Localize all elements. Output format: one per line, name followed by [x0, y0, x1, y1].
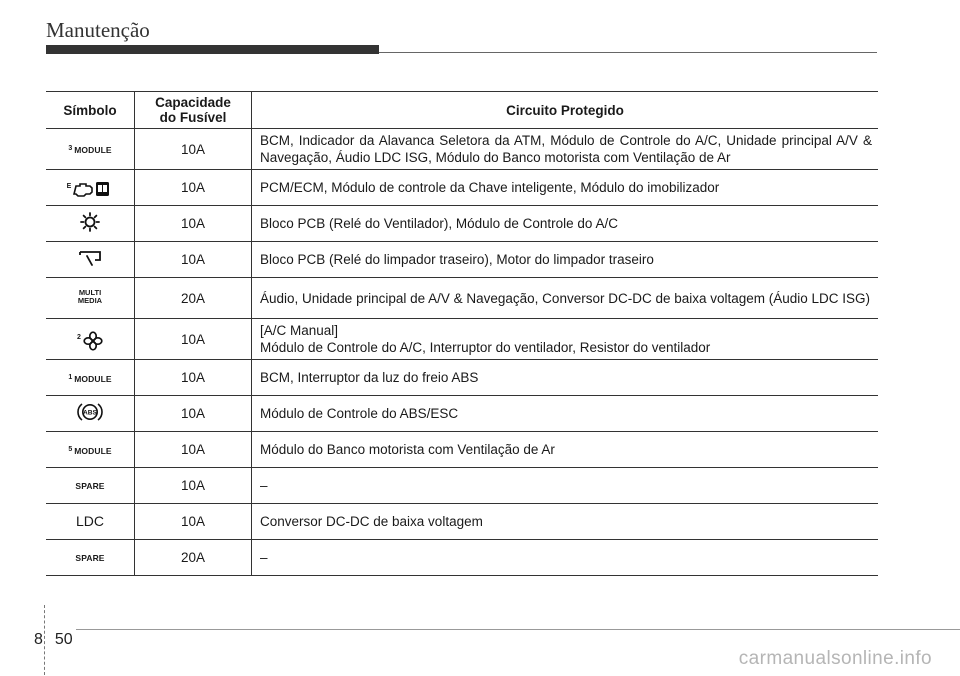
capacity-cell: 10A [135, 242, 252, 278]
symbol-label: MODULE [74, 445, 112, 456]
symbol-superscript: 2 [77, 333, 81, 341]
table-row [46, 278, 878, 319]
symbol-superscript: E [66, 183, 72, 190]
table-row [46, 242, 878, 278]
fan-icon [83, 331, 103, 351]
symbol-label: MODULE [74, 373, 112, 384]
symbol-label: MODULE [74, 145, 112, 155]
circuit-cell: – [252, 468, 879, 504]
capacity-cell: 10A [135, 396, 252, 432]
module-icon [68, 443, 111, 460]
table-row [46, 468, 878, 504]
symbol-cell [46, 170, 135, 206]
abs-badge-text: ABS [83, 409, 97, 417]
symbol-cell [46, 468, 135, 504]
circuit-cell: Conversor DC-DC de baixa voltagem [252, 504, 879, 540]
table-row [46, 319, 878, 360]
spare-label: SPARE [75, 553, 105, 563]
symbol-label-line2: MEDIA [77, 296, 103, 305]
engine-key-icon [73, 180, 113, 198]
symbol-cell [46, 278, 135, 319]
watermark: carmanualsonline.info [738, 648, 932, 669]
spare-label: SPARE [75, 481, 105, 491]
header-rule [379, 52, 877, 53]
table-row [46, 504, 878, 540]
circuit-cell: BCM, Indicador da Alavanca Seletora da ATM, Módulo de Controle do A/C, Unidade principal A/V & Navegação, Áudio LDC ISG, Módulo do Banco motorista com Ventilação de Ar [252, 129, 879, 170]
sun-icon [80, 212, 100, 232]
symbol-cell [46, 129, 135, 170]
symbol-cell [46, 432, 135, 468]
capacity-cell: 10A [135, 206, 252, 242]
capacity-cell: 20A [135, 540, 252, 576]
multimedia-label [78, 289, 102, 305]
page-number-value: 50 [54, 631, 73, 648]
footer-rule [76, 629, 960, 630]
circuit-cell: Áudio, Unidade principal de A/V & Navegação, Conversor DC-DC de baixa voltagem (Áudio LDC ISG) [252, 278, 879, 319]
header-circuit: Circuito Protegido [252, 92, 879, 129]
circuit-cell: PCM/ECM, Módulo de controle da Chave inteligente, Módulo do imobilizador [252, 170, 879, 206]
module-icon [68, 142, 111, 159]
page-number [34, 631, 73, 649]
table-row [46, 396, 878, 432]
symbol-superscript: 5 [68, 445, 73, 453]
header-capacity [135, 92, 252, 129]
circuit-cell: Módulo de Controle do ABS/ESC [252, 396, 879, 432]
abs-icon [77, 401, 103, 423]
symbol-cell [46, 242, 135, 278]
chapter-number: 8 [34, 631, 43, 648]
page-title: Manutenção [46, 18, 150, 42]
capacity-cell: 10A [135, 129, 252, 170]
circuit-cell: Bloco PCB (Relé do limpador traseiro), Motor do limpador traseiro [252, 242, 879, 278]
symbol-cell [46, 504, 135, 540]
table-row [46, 540, 878, 576]
fuse-table [46, 91, 878, 576]
rear-wiper-icon [78, 249, 102, 267]
symbol-cell [46, 206, 135, 242]
capacity-cell: 10A [135, 170, 252, 206]
capacity-cell: 10A [135, 319, 252, 360]
header-bar [46, 45, 379, 54]
symbol-label-line1: MULTI [78, 288, 102, 297]
circuit-cell: Módulo do Banco motorista com Ventilação de Ar [252, 432, 879, 468]
symbol-cell [46, 319, 135, 360]
header-capacity-line1: Capacidade [155, 95, 231, 110]
table-header-row [46, 92, 878, 129]
circuit-line2: Módulo de Controle do A/C, Interruptor do ventilador, Resistor do ventilador [260, 340, 711, 355]
capacity-cell: 10A [135, 432, 252, 468]
symbol-cell [46, 360, 135, 396]
symbol-superscript: 3 [68, 145, 73, 152]
symbol-cell [46, 396, 135, 432]
header-symbol: Símbolo [46, 92, 135, 129]
header-capacity-line2: do Fusível [159, 110, 227, 125]
ldc-label: LDC [75, 513, 104, 529]
capacity-cell: 10A [135, 468, 252, 504]
table-row [46, 360, 878, 396]
table-row [46, 129, 878, 170]
capacity-cell: 20A [135, 278, 252, 319]
circuit-cell: BCM, Interruptor da luz do freio ABS [252, 360, 879, 396]
circuit-cell [252, 319, 879, 360]
table-row [46, 432, 878, 468]
circuit-cell: – [252, 540, 879, 576]
symbol-superscript: 1 [68, 373, 73, 381]
capacity-cell: 10A [135, 504, 252, 540]
circuit-cell: Bloco PCB (Relé do Ventilador), Módulo de Controle do A/C [252, 206, 879, 242]
table-row [46, 206, 878, 242]
module-icon [68, 371, 111, 388]
circuit-line1: [A/C Manual] [260, 323, 339, 338]
capacity-cell: 10A [135, 360, 252, 396]
table-row [46, 170, 878, 206]
symbol-cell [46, 540, 135, 576]
